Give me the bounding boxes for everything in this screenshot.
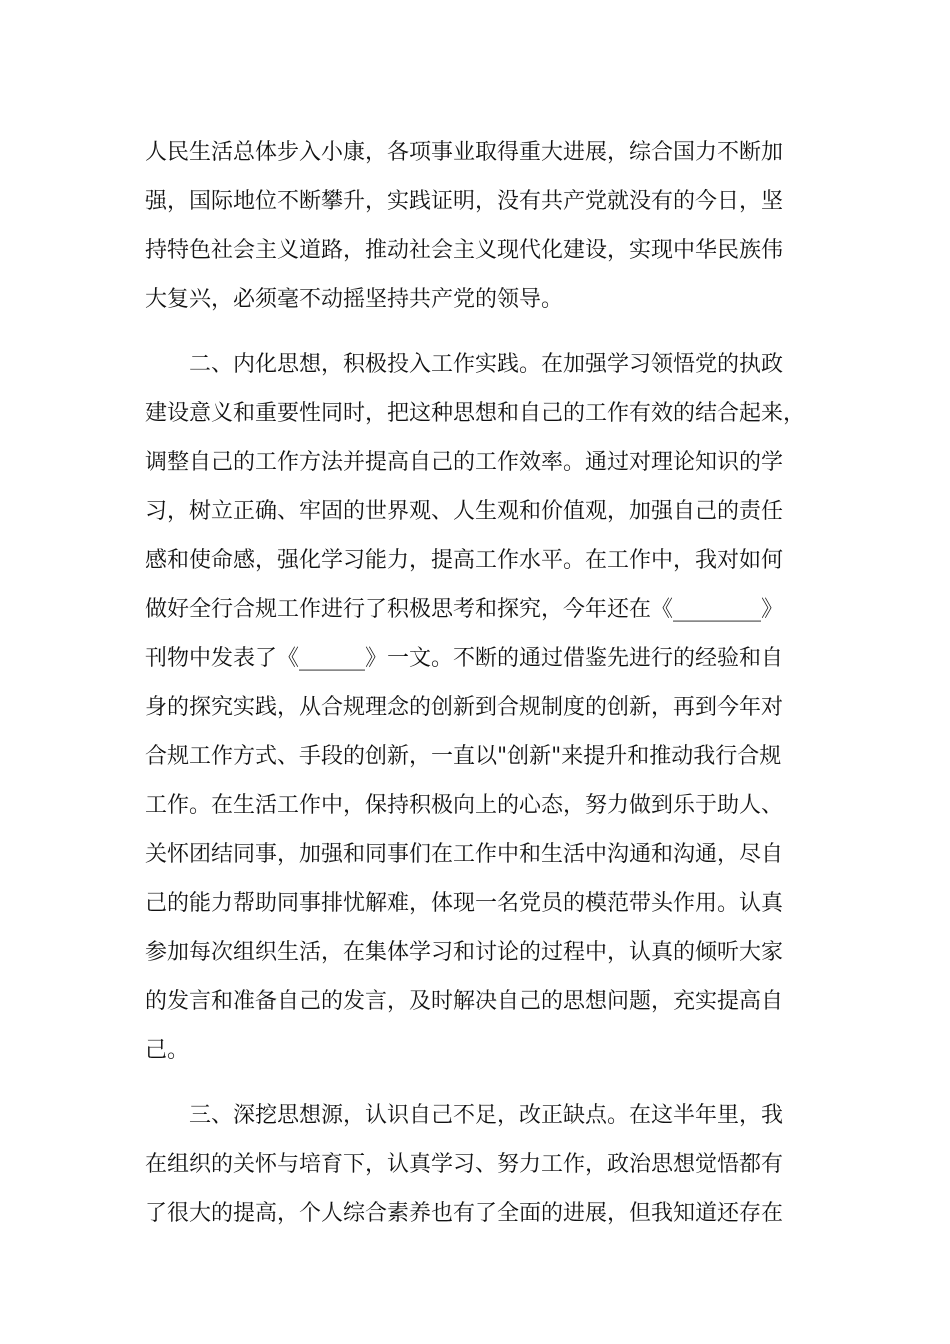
text-line: 己的能力帮助同事排忧解难，体现一名党员的模范带头作用。认真	[145, 891, 784, 916]
text-line: 合规工作方式、手段的创新，一直以"创新"来提升和推动我行合规	[145, 744, 782, 769]
paragraph-3	[145, 1091, 815, 1238]
text-line: 三、深挖思想源，认识自己不足，改正缺点。在这半年里，我	[145, 1103, 784, 1128]
text-line: 的发言和准备自己的发言，及时解决自己的思想问题，充实提高自	[145, 989, 784, 1014]
text-line: 习，树立正确、牢固的世界观、人生观和价值观，加强自己的责任	[145, 499, 784, 524]
text-line: 人民生活总体步入小康，各项事业取得重大进展，综合国力不断加	[145, 140, 784, 165]
text-line: 在组织的关怀与培育下，认真学习、努力工作，政治思想觉悟都有	[145, 1152, 784, 1177]
text-line: 工作。在生活工作中，保持积极向上的心态，努力做到乐于助人、	[145, 793, 784, 818]
text-line: 己。	[145, 1038, 190, 1063]
text-line: 调整自己的工作方法并提高自己的工作效率。通过对理论知识的学	[145, 450, 784, 475]
text-line: 持特色社会主义道路，推动社会主义现代化建设，实现中华民族伟	[145, 238, 784, 263]
text-line: 做好全行合规工作进行了积极思考和探究，今年还在《________》	[145, 597, 784, 622]
text-line: 参加每次组织生活，在集体学习和讨论的过程中，认真的倾听大家	[145, 940, 784, 965]
document-body	[145, 128, 815, 1238]
text-line: 强，国际地位不断攀升，实践证明，没有共产党就没有的今日，坚	[145, 189, 784, 214]
text-line: 二、内化思想，积极投入工作实践。在加强学习领悟党的执政	[145, 352, 784, 377]
paragraph-2	[145, 340, 815, 1075]
paragraph-gap	[145, 324, 815, 340]
text-line: 身的探究实践，从合规理念的创新到合规制度的创新，再到今年对	[145, 695, 784, 720]
paragraph-gap	[145, 1075, 815, 1091]
text-line: 感和使命感，强化学习能力，提高工作水平。在工作中，我对如何	[145, 548, 784, 573]
text-line: 关怀团结同事，加强和同事们在工作中和生活中沟通和沟通，尽自	[145, 842, 784, 867]
text-line: 大复兴，必须毫不动摇坚持共产党的领导。	[145, 287, 564, 312]
text-line: 建设意义和重要性同时，把这种思想和自己的工作有效的结合起来，	[145, 401, 806, 426]
text-line: 刊物中发表了《______》一文。不断的通过借鉴先进行的经验和自	[145, 646, 784, 671]
paragraph-1	[145, 128, 815, 324]
text-line: 了很大的提高，个人综合素养也有了全面的进展，但我知道还存在	[145, 1201, 784, 1226]
